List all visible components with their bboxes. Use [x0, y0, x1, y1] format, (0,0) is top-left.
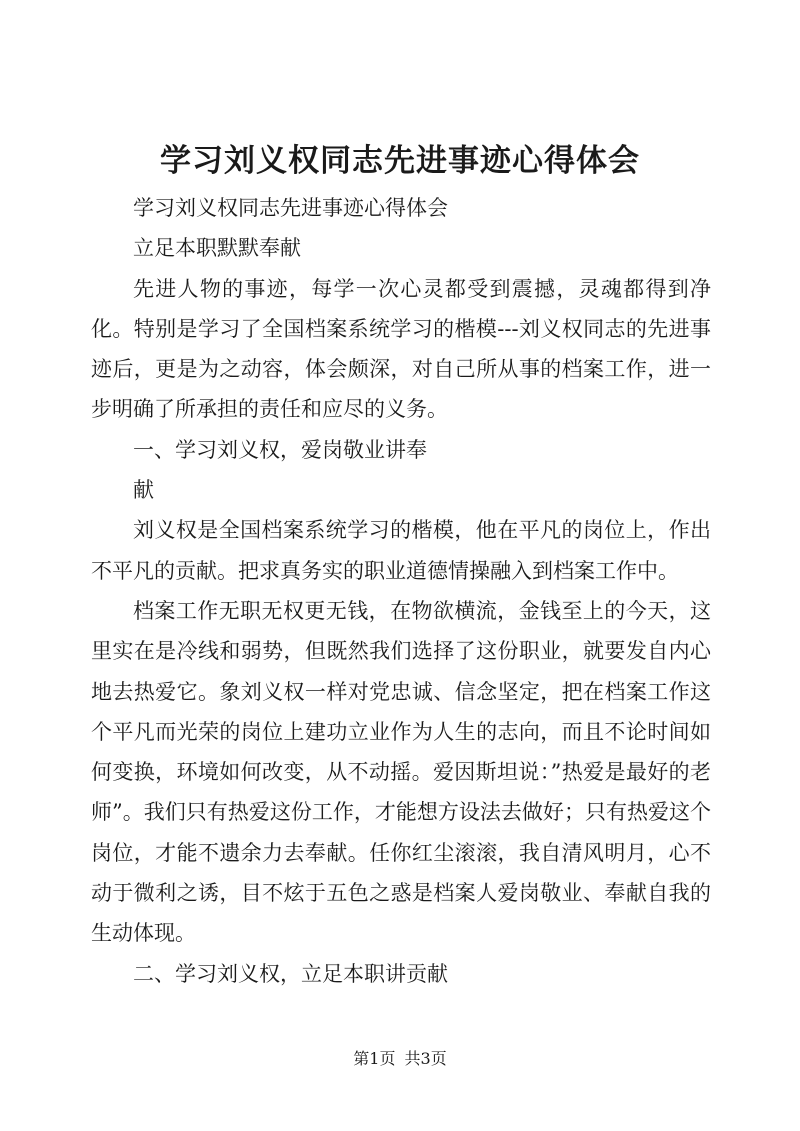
paragraph-model: 刘义权是全国档案系统学习的楷模，他在平凡的岗位上，作出不平凡的贡献。把求真务实的职业道德情操融入到档案工作中。 [91, 518, 711, 583]
page-total: 共3页 [404, 1049, 447, 1068]
section-heading-two: 二、学习刘义权，立足本职讲贡献 [133, 961, 448, 986]
page-number: 第1页 [353, 1049, 396, 1068]
section-heading-one-continued: 献 [133, 478, 154, 503]
section-heading-one: 一、学习刘义权，爱岗敬业讲奉 [133, 437, 427, 462]
page-footer [0, 1047, 800, 1071]
document-title: 学习刘义权同志先进事迹心得体会 [160, 143, 640, 179]
document-body [91, 188, 711, 994]
paragraph-theme: 立足本职默默奉献 [133, 236, 301, 261]
paragraph-intro: 先进人物的事迹，每学一次心灵都受到震撼，灵魂都得到净化。特别是学习了全国档案系统学习的楷模---刘义权同志的先进事迹后，更是为之动容，体会颇深，对自己所从事的档案工作，进一步明确了所承担的责任和应尽的义务。 [91, 276, 711, 422]
paragraph-archive-work: 档案工作无职无权更无钱，在物欲横流，金钱至上的今天，这里实在是冷线和弱势，但既然我们选择了这份职业，就要发自内心地去热爱它。象刘义权一样对党忠诚、信念坚定，把在档案工作这个平凡而光荣的岗位上建功立业作为人生的志向，而且不论时间如何变换，环境如何改变，从不动摇。爱因斯坦说：”热爱是最好的老师”。我们只有热爱这份工作，才能想方设法去做好；只有热爱这个岗位，才能不遗余力去奉献。任你红尘滚滚，我自清风明月，心不动于微利之诱，目不炫于五色之惑是档案人爱岗敬业、奉献自我的生动体现。 [91, 598, 711, 946]
paragraph-subtitle: 学习刘义权同志先进事迹心得体会 [133, 196, 448, 220]
